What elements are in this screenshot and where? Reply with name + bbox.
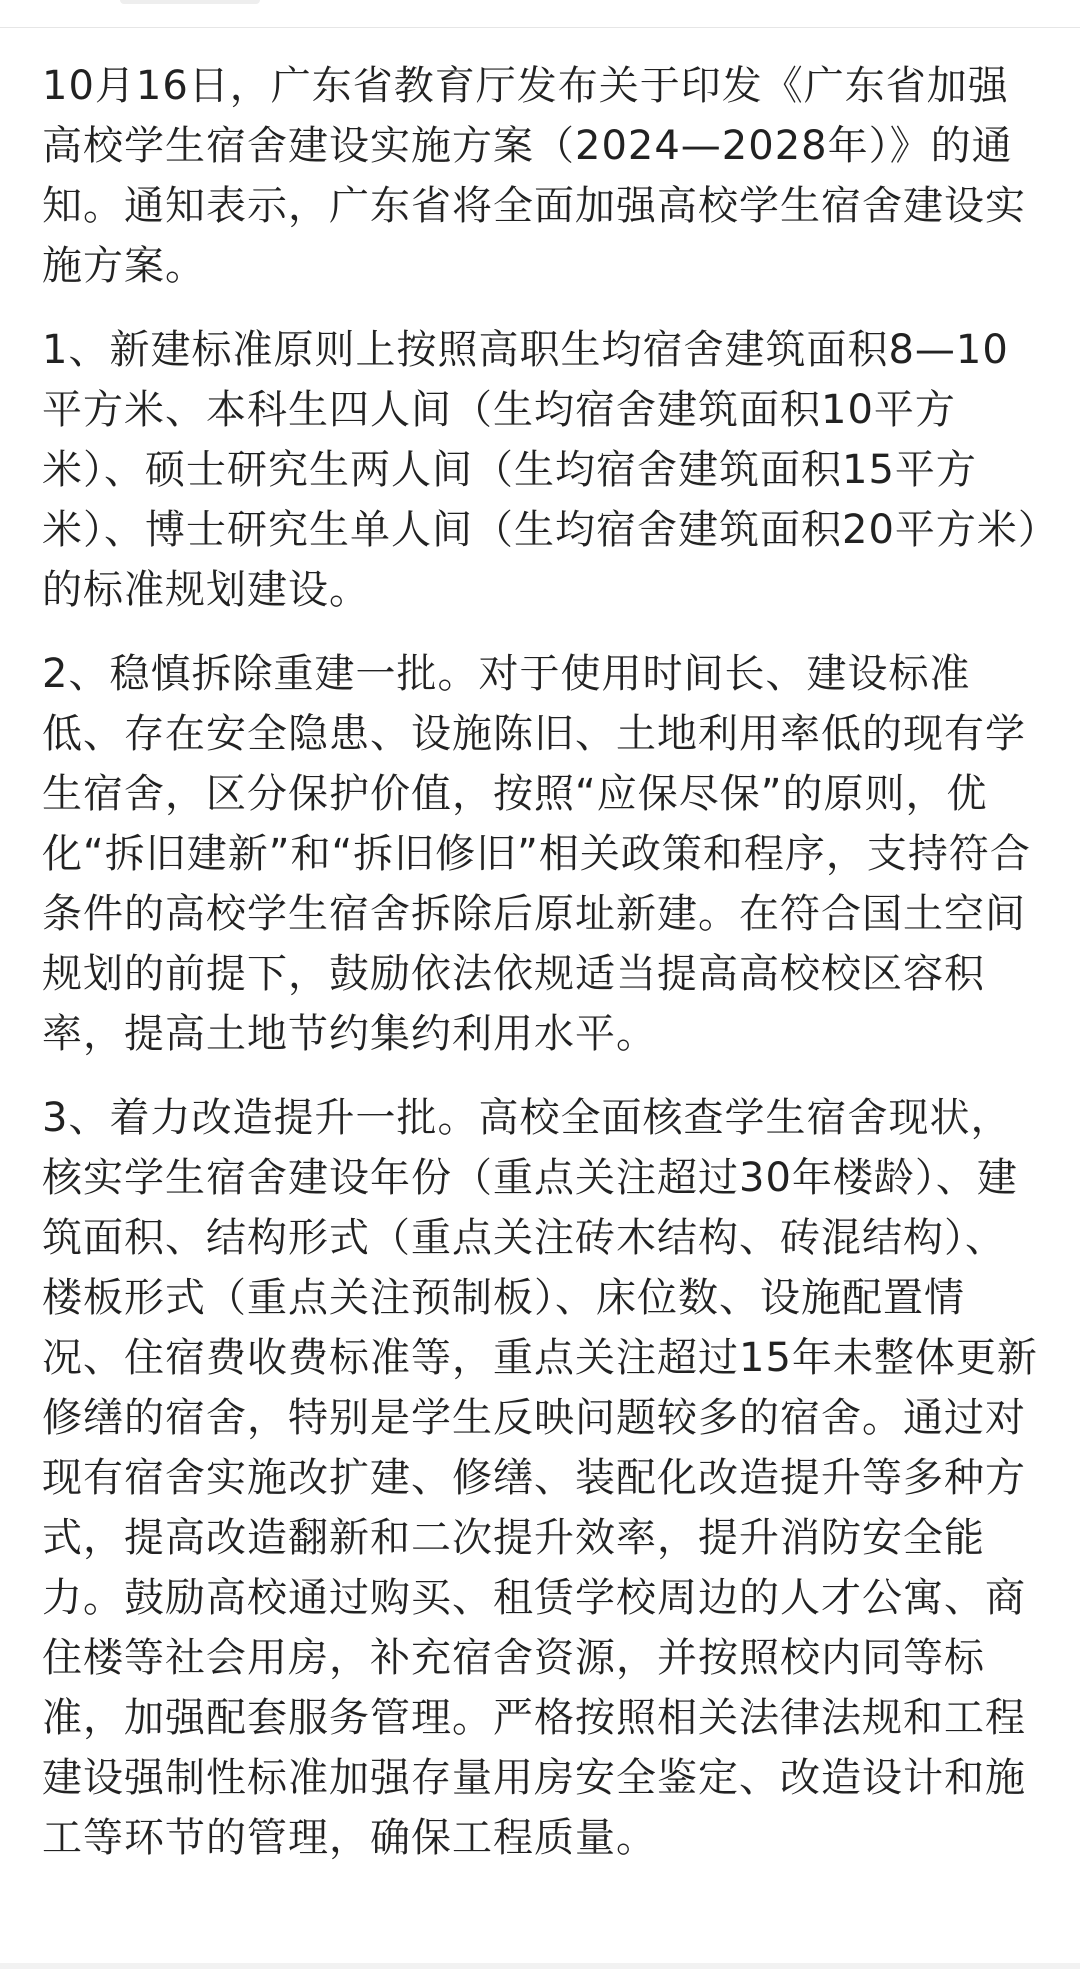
paragraph-item-1: 1、新建标准原则上按照高职生均宿舍建筑面积8—10平方米、本科生四人间（生均宿舍建筑面积10平方米）、硕士研究生两人间（生均宿舍建筑面积15平方米）、博士研究生单人间（生均宿舍建筑面积20平方米）的标准规划建设。 — [42, 327, 1039, 613]
paragraph-item-2: 2、稳慎拆除重建一批。对于使用时间长、建设标准低、存在安全隐患、设施陈旧、土地利用率低的现有学生宿舍，区分保护价值，按照“应保尽保”的原则，优化“拆旧建新”和“拆旧修旧”相关政策和程序，支持符合条件的高校学生宿舍拆除后原址新建。在符合国土空间规划的前提下，鼓励依法依规适当提高高校校区容积率，提高土地节约集约利用水平。 — [42, 651, 1031, 1057]
top-tab-shadow — [120, 0, 260, 4]
paragraph-item-3: 3、着力改造提升一批。高校全面核查学生宿舍现状，核实学生宿舍建设年份（重点关注超过30年楼龄）、建筑面积、结构形式（重点关注砖木结构、砖混结构）、楼板形式（重点关注预制板）、床位数、设施配置情况、住宿费收费标准等，重点关注超过15年未整体更新修缮的宿舍，特别是学生反映问题较多的宿舍。通过对现有宿舍实施改扩建、修缮、装配化改造提升等多种方式，提高改造翻新和二次提升效率，提升消防安全能力。鼓励高校通过购买、租赁学校周边的人才公寓、商住楼等社会用房，补充宿舍资源，并按照校内同等标准，加强配套服务管理。严格按照相关法律法规和工程建设强制性标准加强存量用房安全鉴定、改造设计和施工等环节的管理，确保工程质量。 — [42, 1095, 1038, 1861]
paragraph-intro: 10月16日，广东省教育厅发布关于印发《广东省加强高校学生宿舍建设实施方案（2024—2028年）》的通知。通知表示，广东省将全面加强高校学生宿舍建设实施方案。 — [42, 63, 1026, 289]
bottom-edge — [0, 1963, 1080, 1969]
top-edge — [0, 0, 1080, 28]
article-body — [42, 56, 1042, 1892]
